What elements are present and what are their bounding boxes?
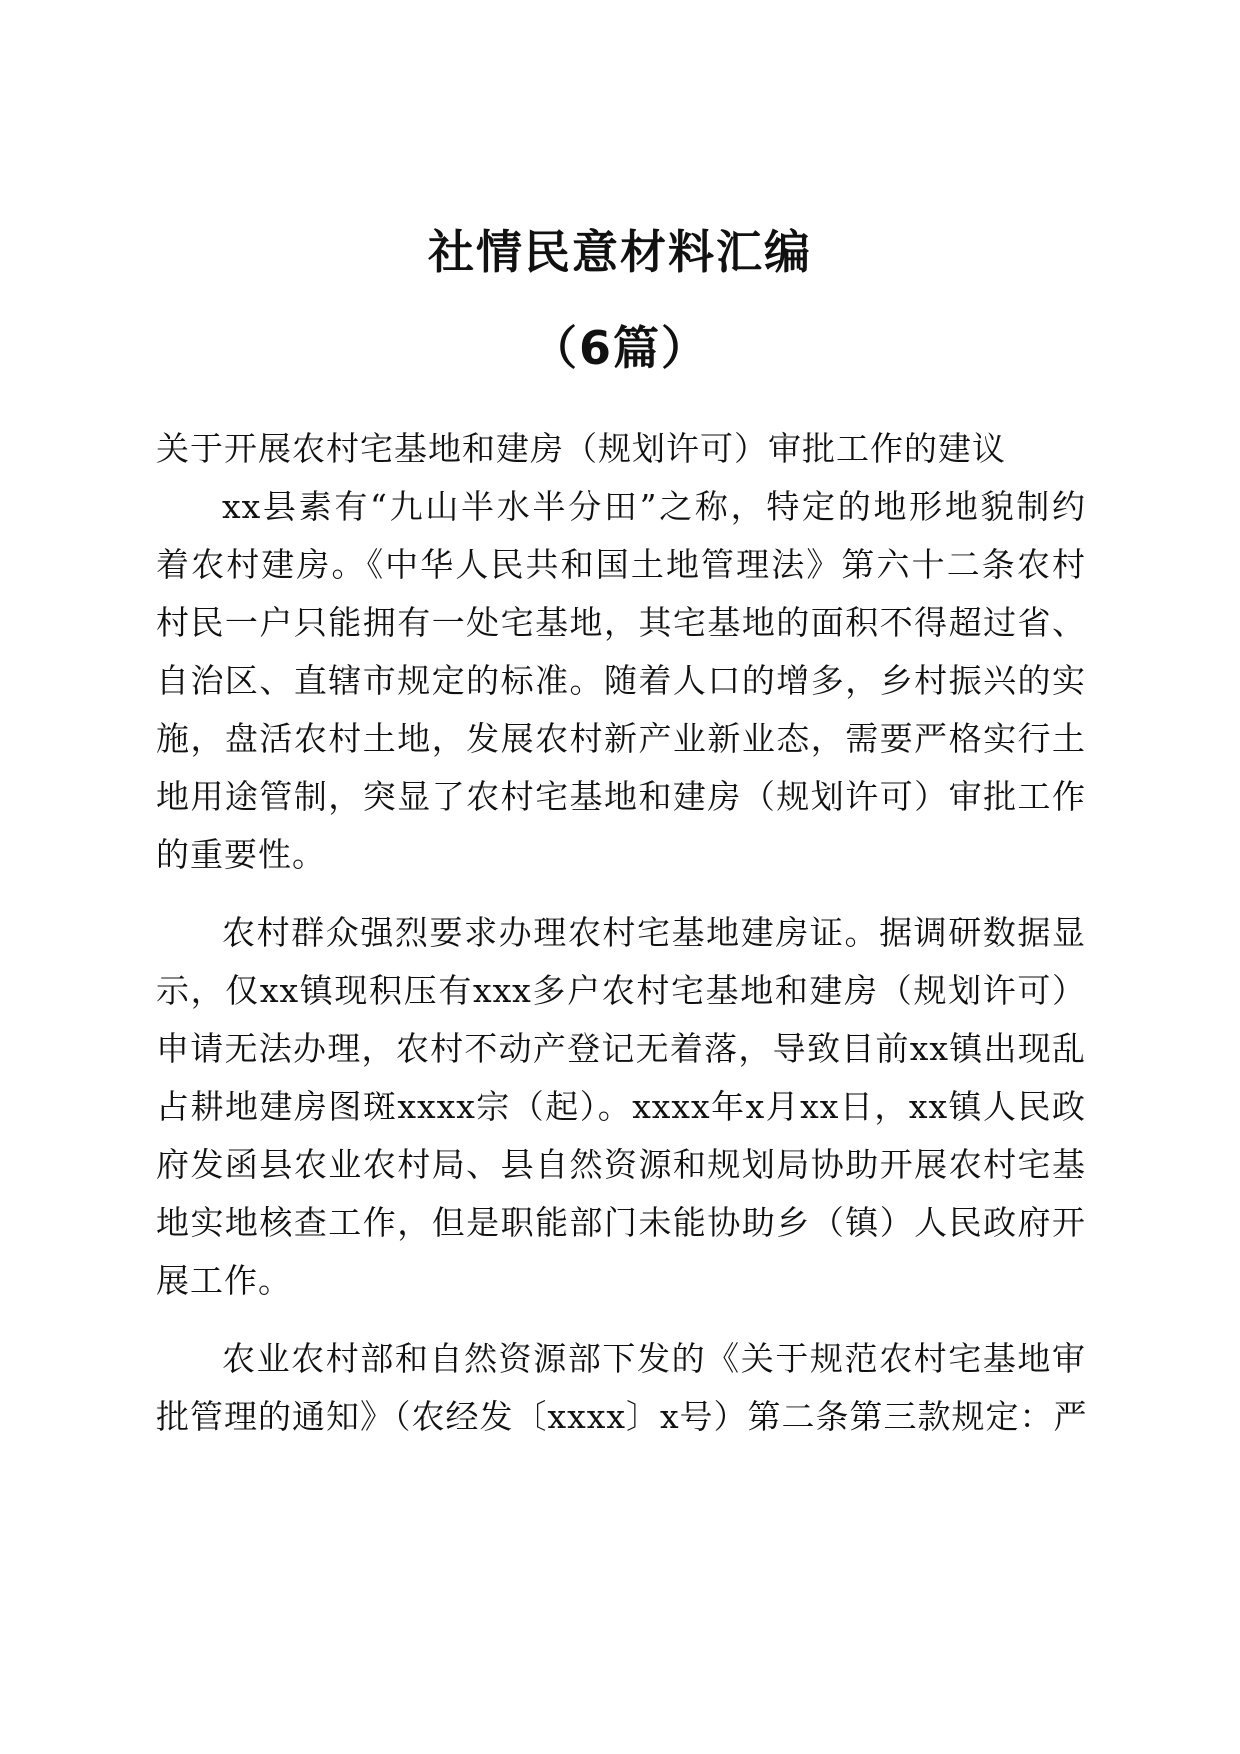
paragraph-3-line: 农业农村部和自然资源部下发的《关于规范农村宅基地审 — [222, 1339, 1086, 1378]
paragraph-1-line: xx县素有“九山半水半分田”之称，特定的地形地貌制约 — [222, 487, 1086, 526]
paragraph-1-line: 自治区、直辖市规定的标准。随着人口的增多，乡村振兴的实 — [156, 661, 1086, 700]
document-subtitle: （6篇） — [530, 321, 709, 375]
paragraph-2-line: 府发函县农业农村局、县自然资源和规划局协助开展农村宅基 — [156, 1145, 1086, 1184]
paragraph-1-line: 着农村建房。《中华人民共和国土地管理法》第六十二条农村 — [156, 545, 1086, 584]
document-title: 社情民意材料汇编 — [428, 225, 812, 279]
paragraph-2-line: 展工作。 — [156, 1261, 292, 1300]
paragraph-1-line: 的重要性。 — [156, 835, 326, 874]
paragraph-2-line: 地实地核查工作，但是职能部门未能协助乡（镇）人民政府开 — [156, 1203, 1086, 1242]
paragraph-2-line: 占耕地建房图斑xxxx宗（起）。xxxx年x月xx日，xx镇人民政 — [156, 1087, 1086, 1126]
paragraph-2-line: 示，仅xx镇现积压有xxx多户农村宅基地和建房（规划许可） — [156, 971, 1086, 1010]
paragraph-2-line: 农村群众强烈要求办理农村宅基地建房证。据调研数据显 — [222, 913, 1086, 952]
paragraph-1-line: 施，盘活农村土地，发展农村新产业新业态，需要严格实行土 — [156, 719, 1086, 758]
article-heading: 关于开展农村宅基地和建房（规划许可）审批工作的建议 — [156, 429, 1006, 468]
paragraph-2-line: 申请无法办理，农村不动产登记无着落，导致目前xx镇出现乱 — [156, 1029, 1086, 1068]
paragraph-3-line: 批管理的通知》（农经发〔xxxx〕x号）第二条第三款规定：严 — [156, 1397, 1088, 1436]
paragraph-1-line: 村民一户只能拥有一处宅基地，其宅基地的面积不得超过省、 — [156, 603, 1086, 642]
paragraph-1-line: 地用途管制，突显了农村宅基地和建房（规划许可）审批工作 — [156, 777, 1086, 816]
